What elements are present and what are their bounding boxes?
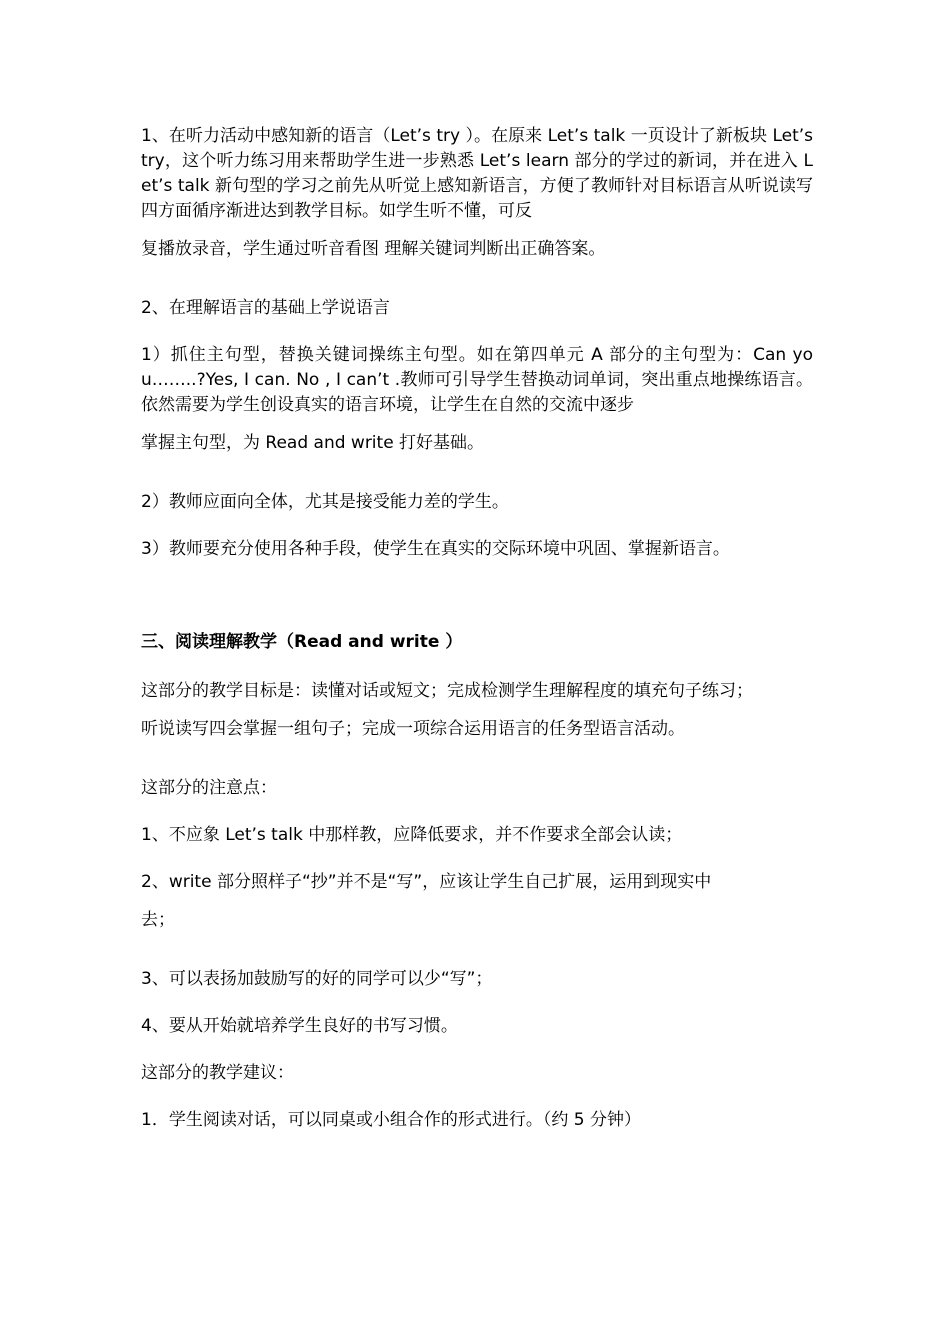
- paragraph-lets-try: 1、在听力活动中感知新的语言（Let’s try ）。在原来 Let’s talk 一页设计了新板块 Let’s try，这个听力练习用来帮助学生进一步熟悉 Let’s learn 部分的学过的新词，并在进入 Let’s talk 新句型的学习之前先从听觉上感知新语言，方便了教师针对目标语言从听说读写四方面循序渐进达到教学目标。如学生听不懂，可反: [141, 126, 813, 221]
- paragraph-notes-title: 这部分的注意点：: [141, 778, 277, 798]
- section-heading-read-and-write: 三、阅读理解教学（Read and write ）: [141, 632, 463, 652]
- paragraph-goals: 这部分的教学目标是：读懂对话或短文；完成检测学生理解程度的填充句子练习；: [141, 681, 753, 701]
- paragraph-suggestions-title: 这部分的教学建议：: [141, 1063, 294, 1083]
- paragraph-lets-try-end: 复播放录音，学生通过听音看图 理解关键词判断出正确答案。: [141, 239, 606, 259]
- paragraph-main-pattern-end: 掌握主句型，为 Read and write 打好基础。: [141, 433, 485, 453]
- paragraph-item-2: 2）教师应面向全体，尤其是接受能力差的学生。: [141, 492, 509, 512]
- paragraph-note-1: 1、不应象 Let’s talk 中那样教，应降低要求，并不作要求全部会认读；: [141, 825, 683, 845]
- paragraph-note-2-end: 去；: [141, 910, 175, 930]
- paragraph-note-4: 4、要从开始就培养学生良好的书写习惯。: [141, 1016, 458, 1036]
- paragraph-item-3: 3）教师要充分使用各种手段，使学生在真实的交际环境中巩固、掌握新语言。: [141, 539, 730, 559]
- paragraph-goals-end: 听说读写四会掌握一组句子；完成一项综合运用语言的任务型语言活动。: [141, 719, 685, 739]
- paragraph-main-pattern: 1）抓住主句型，替换关键词操练主句型。如在第四单元 A 部分的主句型为：Can you……..?Yes, I can. No , I can’t .教师可引导学生替换动词单词，突出重点地操练语言。依然需要为学生创设真实的语言环境，让学生在自然的交流中逐步: [141, 345, 813, 415]
- paragraph-note-2: 2、write 部分照样子“抄”并不是“写”，应该让学生自己扩展，运用到现实中: [141, 872, 712, 892]
- paragraph-note-3: 3、可以表扬加鼓励写的好的同学可以少“写”；: [141, 969, 493, 989]
- paragraph-section-2-title: 2、在理解语言的基础上学说语言: [141, 298, 390, 318]
- paragraph-suggestion-1: 1．学生阅读对话，可以同桌或小组合作的形式进行。（约 5 分钟）: [141, 1110, 641, 1130]
